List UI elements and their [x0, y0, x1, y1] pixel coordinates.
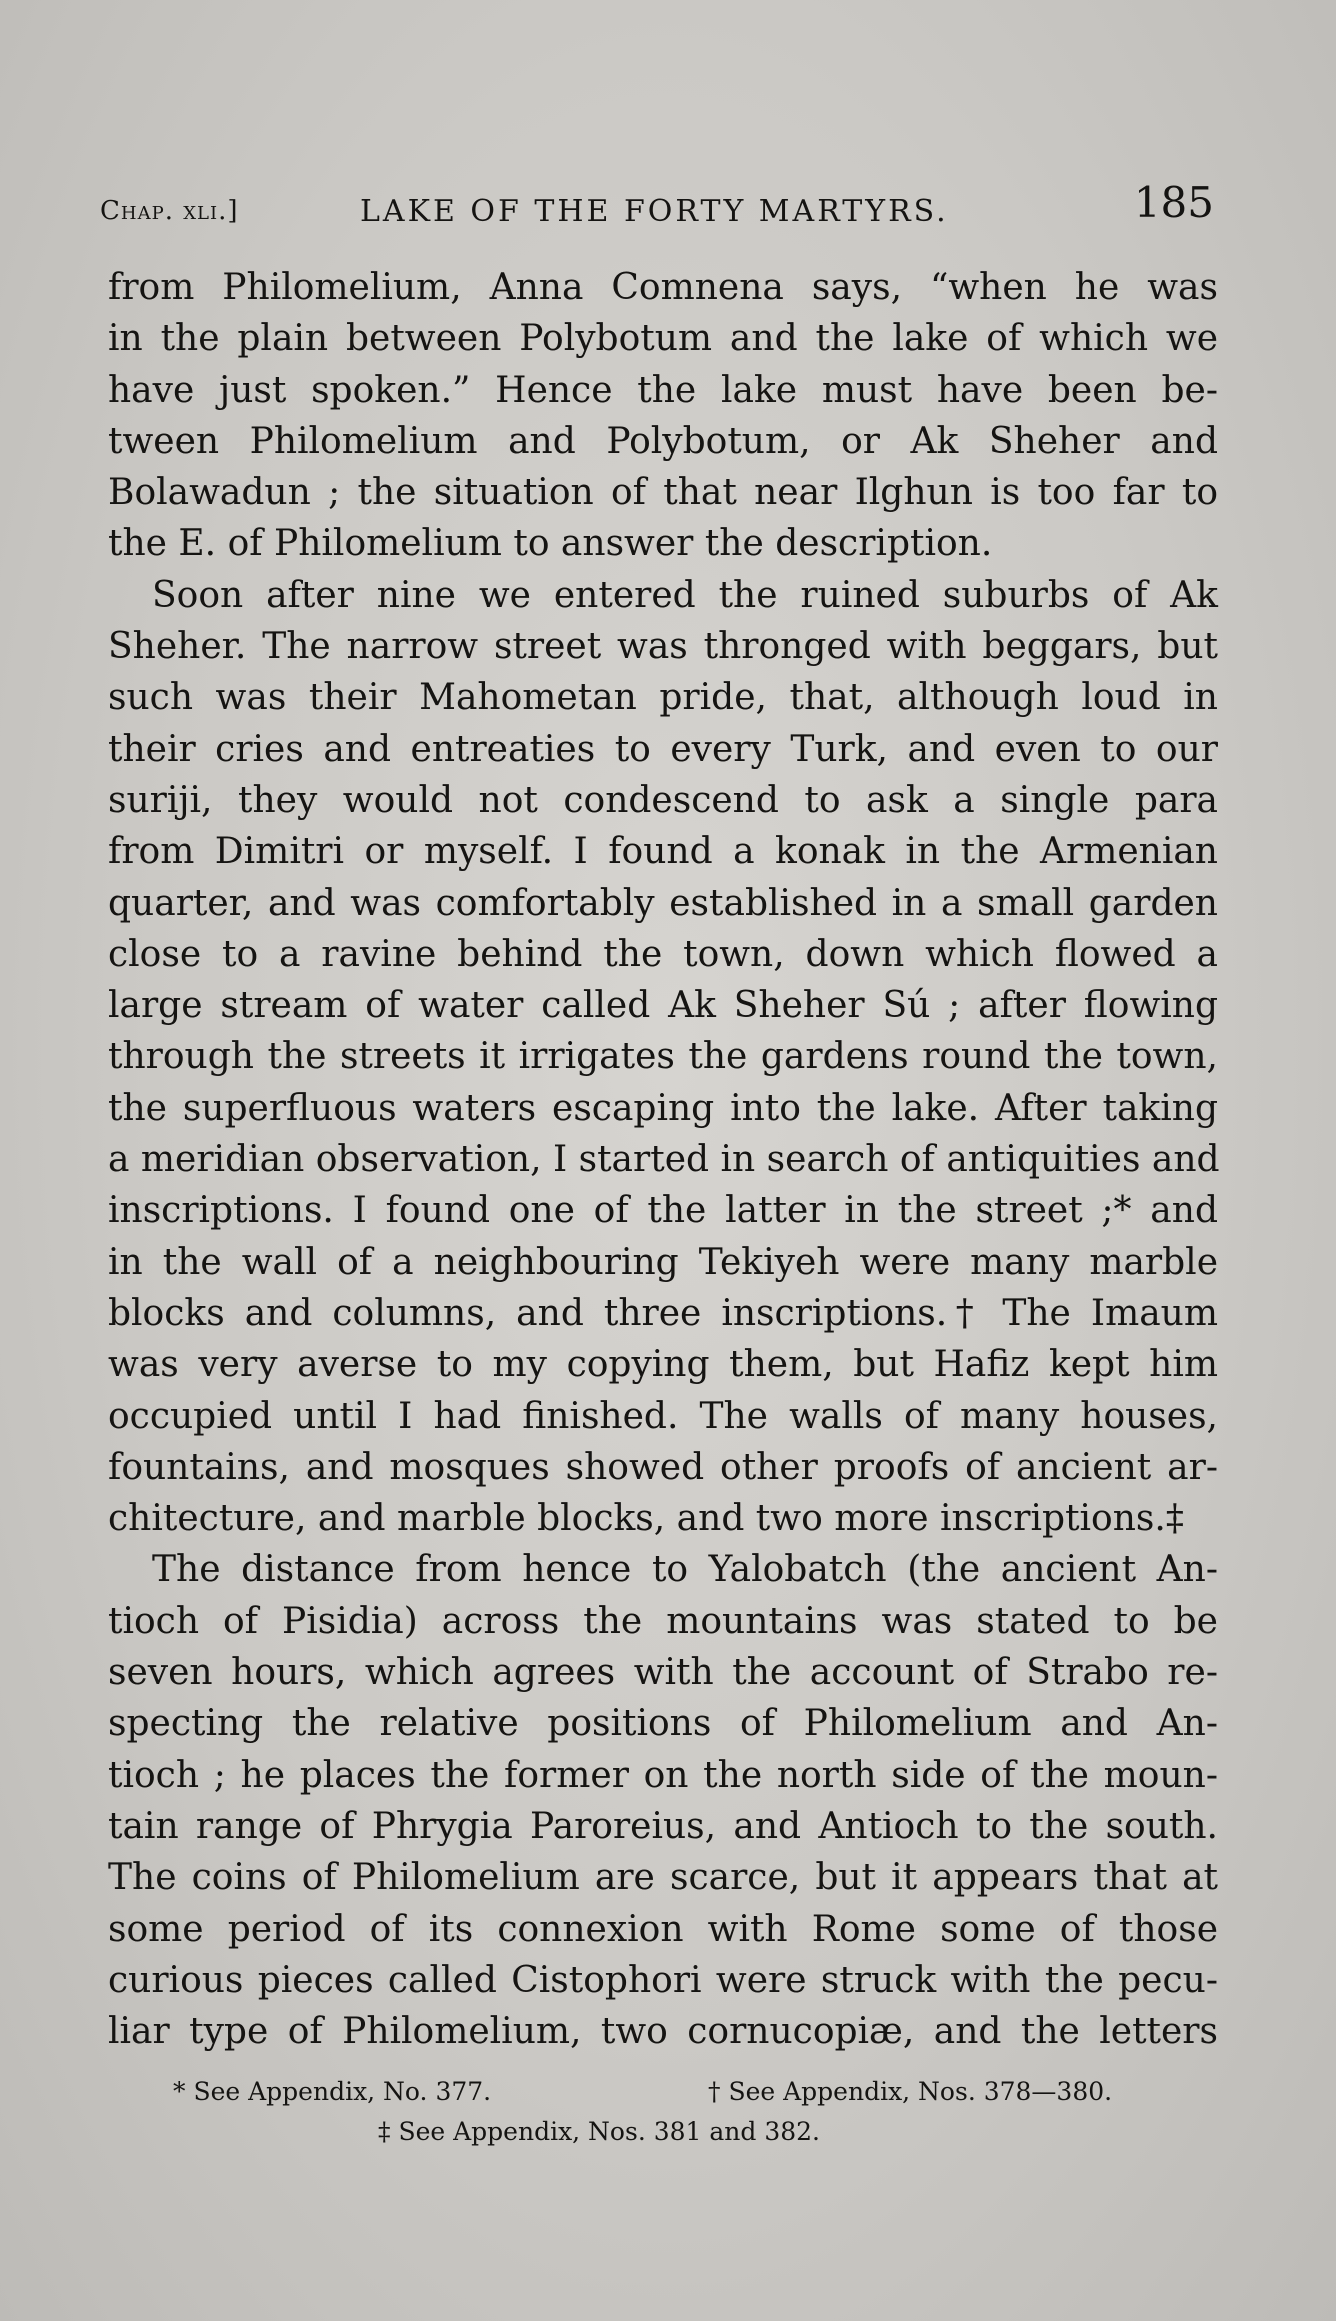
text-line: fountains, and mosques showed other proofs of ancient ar- [108, 1446, 1218, 1488]
text-line: tioch of Pisidia) across the mountains was stated to be [108, 1600, 1218, 1642]
text-line: a meridian observation, I started in search of antiquities and [108, 1139, 1220, 1181]
text-line: blocks and columns, and three inscriptions.† The Imaum [108, 1292, 1218, 1334]
text-line: the superfluous waters escaping into the lake. After taking [108, 1087, 1218, 1129]
text-line: such was their Mahometan pride, that, although loud in [108, 677, 1218, 719]
text-line: The distance from hence to Yalobatch (the ancient An- [152, 1549, 1218, 1591]
text-line: Soon after nine we entered the ruined suburbs of Ak [152, 574, 1218, 616]
paragraph [108, 1544, 1218, 2057]
text-line: close to a ravine behind the town, down which flowed a [108, 933, 1218, 975]
text-line: from Dimitri or myself. I found a konak in the Armenian [108, 831, 1218, 873]
footnote-row [108, 2112, 1218, 2152]
paragraph [108, 570, 1218, 1545]
footnote-row [108, 2072, 1218, 2112]
body-text [108, 262, 1218, 2057]
text-line: occupied until I had finished. The walls of many houses, [108, 1395, 1218, 1437]
footnote-378-380: † See Appendix, Nos. 378—380. [708, 2077, 1113, 2106]
text-line: tain range of Phrygia Paroreius, and Antioch to the south. [108, 1805, 1218, 1847]
page-number: 185 [1133, 178, 1214, 227]
text-line: Sheher. The narrow street was thronged with beggars, but [108, 626, 1218, 668]
paragraph [108, 262, 1218, 570]
text-line: seven hours, which agrees with the account of Strabo re- [108, 1652, 1218, 1694]
text-line: in the wall of a neighbouring Tekiyeh were many marble [108, 1241, 1218, 1283]
text-line: in the plain between Polybotum and the lake of which we [108, 318, 1218, 360]
text-line: from Philomelium, Anna Comnena says, “when he was [108, 267, 1218, 308]
text-line: their cries and entreaties to every Turk, and even to our [108, 728, 1218, 770]
running-head [100, 178, 1214, 238]
text-line: have just spoken.” Hence the lake must have been be- [108, 369, 1218, 411]
text-line: specting the relative positions of Philomelium and An- [108, 1703, 1218, 1745]
text-line: Bolawadun ; the situation of that near Ilghun is too far to [108, 472, 1218, 514]
footnote-377: * See Appendix, No. 377. [173, 2077, 492, 2106]
text-line: inscriptions. I found one of the latter in the street ;* and [108, 1190, 1218, 1232]
text-line: tween Philomelium and Polybotum, or Ak Sheher and [108, 420, 1218, 462]
text-line: chitecture, and marble blocks, and two more inscriptions.‡ [108, 1498, 1184, 1540]
footnotes [108, 2072, 1218, 2152]
text-line: tioch ; he places the former on the north side of the moun- [108, 1754, 1218, 1796]
text-line: liar type of Philomelium, two cornucopiæ, and the letters [108, 2011, 1218, 2053]
text-line: some period of its connexion with Rome some of those [108, 1908, 1218, 1950]
text-line: was very averse to my copying them, but Hafiz kept him [108, 1344, 1218, 1386]
text-line: quarter, and was comfortably established in a small garden [108, 882, 1218, 924]
chapter-reference: Chap. xli.] [100, 196, 239, 226]
text-line: the E. of Philomelium to answer the description. [108, 523, 993, 565]
text-line: suriji, they would not condescend to ask a single para [108, 779, 1218, 821]
text-line: through the streets it irrigates the gardens round the town, [108, 1036, 1218, 1078]
text-line: The coins of Philomelium are scarce, but it appears that at [108, 1857, 1218, 1899]
text-line: curious pieces called Cistophori were struck with the pecu- [108, 1959, 1218, 2001]
footnote-381-382: ‡ See Appendix, Nos. 381 and 382. [378, 2117, 820, 2146]
text-line: large stream of water called Ak Sheher Sú ; after flowing [108, 985, 1218, 1027]
page-title: LAKE OF THE FORTY MARTYRS. [360, 194, 949, 229]
